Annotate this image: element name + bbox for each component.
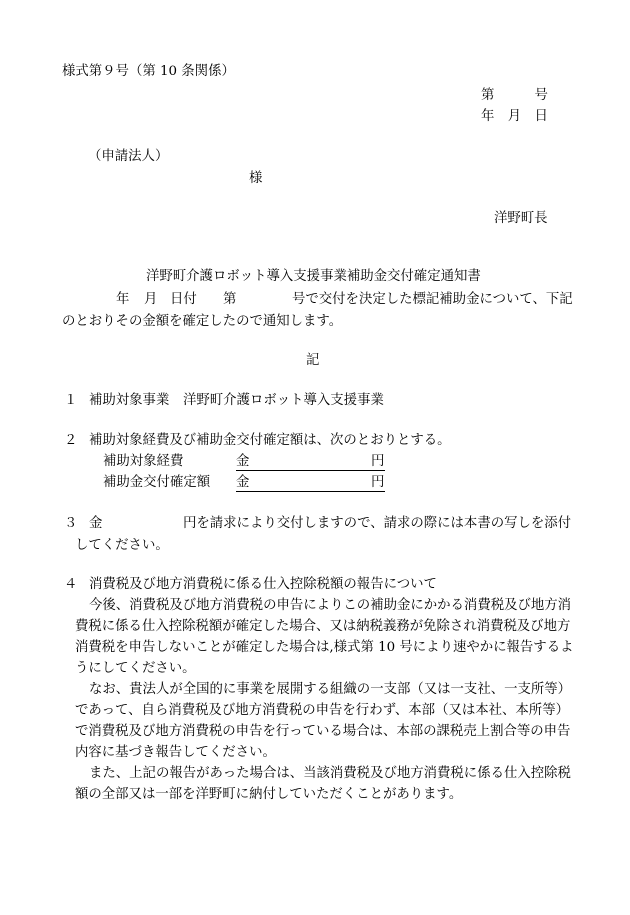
section-3-number: ３ bbox=[64, 516, 78, 531]
cost-row-prefix: 金 bbox=[236, 454, 250, 469]
ki-heading: 記 bbox=[306, 353, 320, 368]
cost-row-label: 補助対象経費 bbox=[103, 454, 184, 469]
section-4-p3-line1: また、上記の報告があった場合は、当該消費税及び地方消費税に係る仕入控除税 bbox=[89, 766, 571, 781]
intro-line2: のとおりその金額を確定したので通知します。 bbox=[62, 314, 343, 329]
section-4-number: ４ bbox=[64, 577, 78, 592]
intro-year: 年 bbox=[116, 292, 130, 307]
section-1-number: １ bbox=[64, 393, 78, 408]
section-4-p1-line3: 消費税を申告しないことが確定した場合は,様式第 10 号により速やかに報告するよ bbox=[75, 640, 574, 655]
issuer-name: 洋野町長 bbox=[494, 211, 548, 226]
section-4-p2-line2: であって、自ら消費税及び地方消費税の申告を行わず、本部（又は本社、本所等） bbox=[75, 703, 569, 718]
section-4-p2-line3: で消費税及び地方消費税の申告を行っている場合は、本部の課税売上割合等の申告 bbox=[75, 724, 571, 739]
section-4-p3-line2: 額の全部又は一部を洋野町に納付していただくことがあります。 bbox=[75, 787, 463, 802]
section-4-p2-line1: なお、貴法人が全国的に事業を展開する組織の一支部（又は一支社、一支所等） bbox=[89, 682, 572, 697]
intro-day-ref: 日付 bbox=[170, 292, 197, 307]
document-number-line: 第 号 bbox=[481, 88, 548, 103]
grant-row-prefix: 金 bbox=[236, 475, 250, 490]
intro-dai: 第 bbox=[223, 292, 237, 307]
section-1-value: 洋野町介護ロボット導入支援事業 bbox=[183, 393, 384, 408]
section-3-line1: 円を請求により交付しますので、請求の際には本書の写しを添付 bbox=[183, 516, 572, 531]
section-4-heading: 消費税及び地方消費税に係る仕入控除税額の報告について bbox=[89, 577, 437, 592]
section-3-kin: 金 bbox=[89, 516, 103, 531]
grant-row-label: 補助金交付確定額 bbox=[103, 475, 211, 490]
section-2-text: 補助対象経費及び補助金交付確定額は、次のとおりとする。 bbox=[89, 433, 451, 448]
document-date-line: 年 月 日 bbox=[481, 109, 548, 124]
applicant-label: （申請法人） bbox=[88, 149, 169, 164]
section-4-p2-line4: 内容に基づき報告してください。 bbox=[75, 745, 276, 760]
document-title: 洋野町介護ロボット導入支援事業補助金交付確定通知書 bbox=[146, 269, 481, 284]
section-2-number: ２ bbox=[64, 433, 78, 448]
grant-amount-underline bbox=[236, 491, 385, 492]
intro-line1-rest: 号で交付を決定した標記補助金について、下記 bbox=[292, 292, 573, 307]
section-3-line2: してください。 bbox=[75, 538, 169, 553]
section-4-p1-line1: 今後、消費税及び地方消費税の申告によりこの補助金にかかる消費税及び地方消 bbox=[89, 598, 572, 613]
form-label: 様式第９号（第 10 条関係） bbox=[62, 64, 235, 79]
section-1-label: 補助対象事業 bbox=[89, 393, 170, 408]
section-4-p1-line2: 費税に係る仕入控除税額が確定した場合、又は納税義務が免除され消費税及び地方 bbox=[75, 619, 571, 634]
intro-month: 月 bbox=[144, 292, 158, 307]
cost-amount-underline bbox=[236, 470, 385, 471]
cost-row-suffix: 円 bbox=[371, 454, 385, 469]
grant-row-suffix: 円 bbox=[371, 475, 385, 490]
honorific: 様 bbox=[249, 171, 263, 186]
section-4-p1-line4: うにしてください。 bbox=[75, 661, 196, 676]
